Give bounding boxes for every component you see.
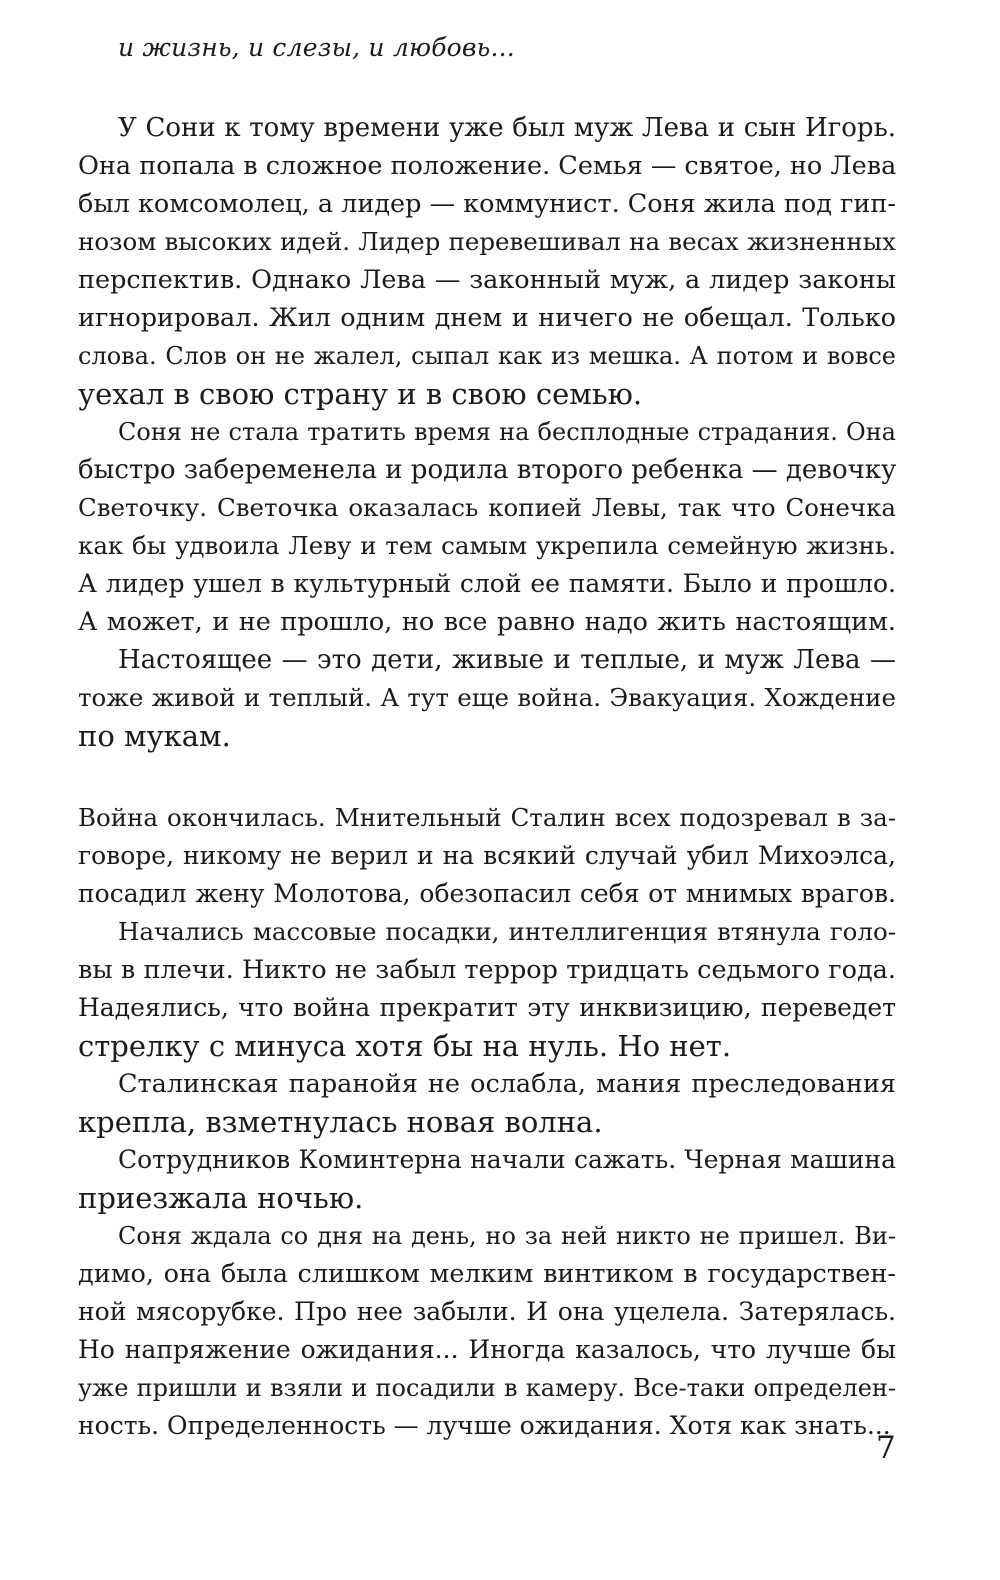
text-line: Сотрудников Коминтерна начали сажать. Черная машина bbox=[118, 1145, 896, 1174]
text-line: вы в плечи. Никто не забыл террор тридцать седьмого года. bbox=[78, 955, 896, 985]
text-line: Война окончилась. Мнительный Сталин всех подозревал в за- bbox=[78, 803, 896, 832]
text-line: по мукам. bbox=[78, 719, 231, 753]
text-line: ность. Определенность — лучше ожидания. Хотя как знать... bbox=[78, 1411, 891, 1440]
running-head: и жизнь, и слезы, и любовь... bbox=[118, 33, 515, 62]
text-line: А может, и не прошло, но все равно надо жить настоящим. bbox=[78, 607, 896, 637]
text-line: Но напряжение ожидания... Иногда казалось, что лучше бы bbox=[78, 1335, 896, 1364]
text-line: Соня ждала со дня на день, но за ней никто не пришел. Ви- bbox=[118, 1222, 896, 1250]
text-line: игнорировал. Жил одним днем и ничего не обещал. Только bbox=[78, 303, 896, 333]
page-number: 7 bbox=[876, 1430, 896, 1466]
text-line: как бы удвоила Леву и тем самым укрепила семейную жизнь. bbox=[78, 531, 896, 560]
text-line: А лидер ушел в культурный слой ее памяти. Было и прошло. bbox=[78, 569, 896, 598]
text-line: Надеялись, что война прекратит эту инквизицию, переведет bbox=[78, 993, 896, 1022]
text-line: стрелку с минуса хотя бы на нуль. Но нет. bbox=[78, 1029, 732, 1063]
text-line: говоре, никому не верил и на всякий случай убил Михоэлса, bbox=[78, 841, 896, 870]
text-line: Она попала в сложное положение. Семья — святое, но Лева bbox=[78, 151, 897, 181]
text-line: посадил жену Молотова, обезопасил себя от мнимых врагов. bbox=[78, 879, 896, 908]
text-line: крепла, взметнулась новая волна. bbox=[78, 1105, 603, 1139]
text-line: был комсомолец, а лидер — коммунист. Соня жила под гип- bbox=[78, 189, 896, 219]
text-line: слова. Слов он не жалел, сыпал как из мешка. А потом и вовсе bbox=[78, 342, 896, 370]
text-line: димо, она была слишком мелким винтиком в государствен- bbox=[78, 1259, 896, 1289]
text-line: Настоящее — это дети, живые и теплые, и муж Лева — bbox=[118, 645, 896, 675]
text-line: нозом высоких идей. Лидер перевешивал на весах жизненных bbox=[78, 227, 896, 256]
text-line: уже пришли и взяли и посадили в камеру. Все-таки определен- bbox=[78, 1374, 896, 1402]
text-line: ной мясорубке. Про нее забыли. И она уцелела. Затерялась. bbox=[78, 1297, 896, 1326]
text-line: тоже живой и теплый. А тут еще война. Эвакуация. Хождение bbox=[78, 683, 896, 712]
text-line: Начались массовые посадки, интеллигенция втянула голо- bbox=[118, 917, 896, 946]
text-line: Сталинская паранойя не ослабла, мания преследования bbox=[118, 1069, 896, 1099]
text-line: Светочку. Светочка оказалась копией Левы, так что Сонечка bbox=[78, 493, 896, 522]
text-line: перспектив. Однако Лева — законный муж, а лидер законы bbox=[78, 265, 896, 295]
text-line: уехал в свою страну и в свою семью. bbox=[78, 377, 643, 411]
text-line: приезжала ночью. bbox=[78, 1181, 364, 1215]
text-line: Соня не стала тратить время на бесплодные страдания. Она bbox=[118, 418, 896, 446]
text-line: быстро забеременела и родила второго ребенка — девочку bbox=[78, 455, 897, 485]
text-line: У Сони к тому времени уже был муж Лева и сын Игорь. bbox=[118, 113, 896, 143]
